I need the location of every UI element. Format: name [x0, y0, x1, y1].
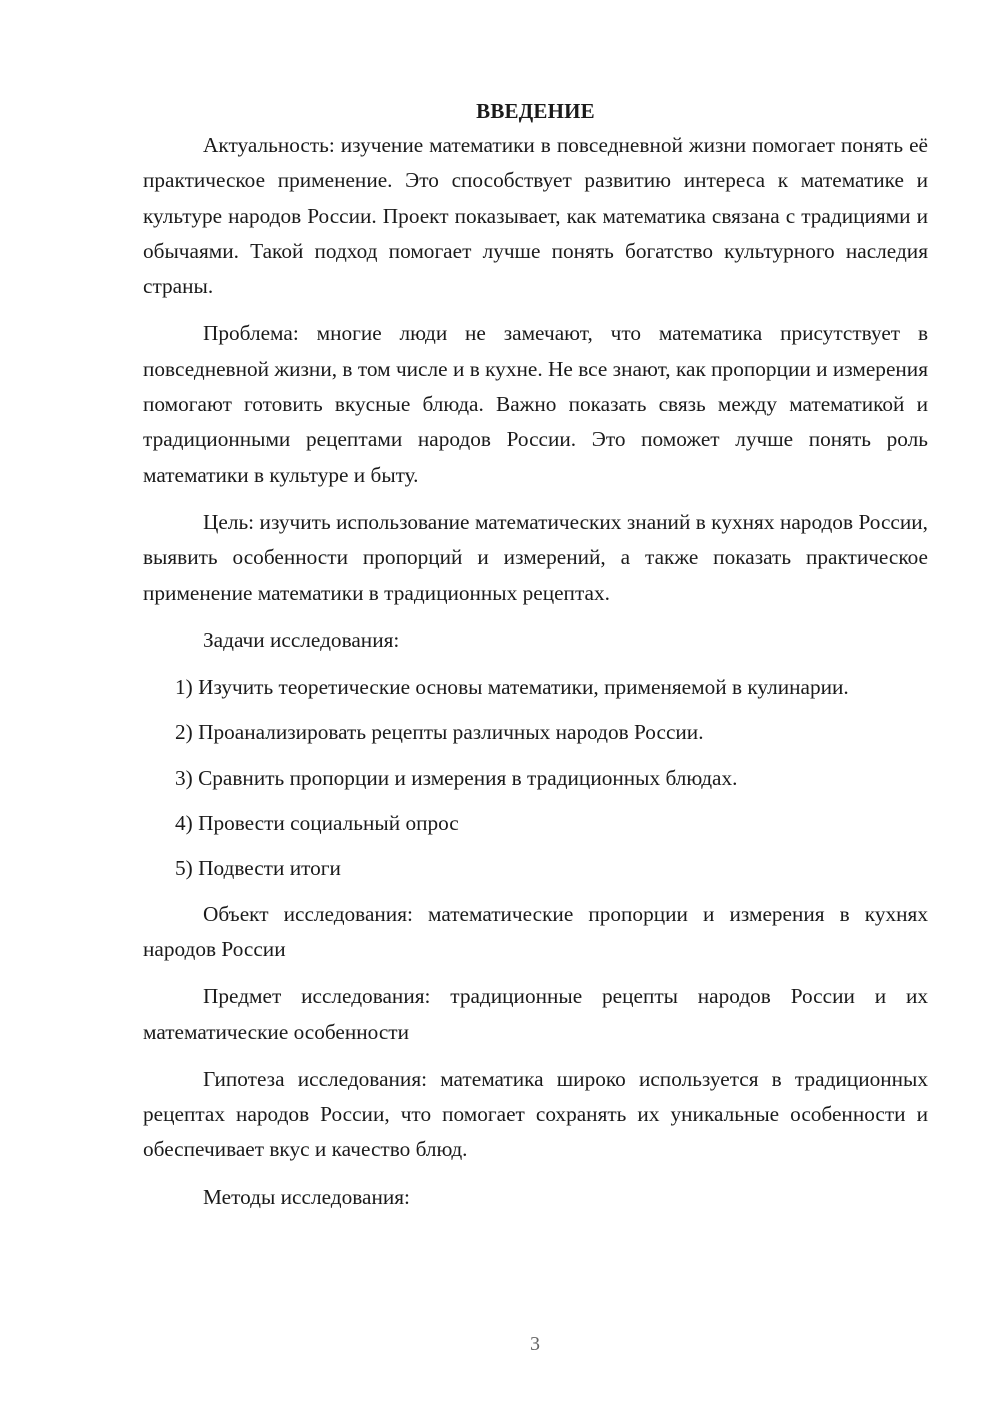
document-page [143, 96, 928, 1227]
problem-paragraph: Проблема: многие люди не замечают, что математика присутствует в повседневной жизни, в том числе и в кухне. Не все знают, как пропорции и измерения помогают готовить вкусные блюда. Важно показать связь между математикой и традиционными рецептами народов России. Это поможет лучше понять роль математики в культуре и быту. [143, 321, 928, 487]
relevance-paragraph: Актуальность: изучение математики в повседневной жизни помогает понять её практическое применение. Это способствует развитию интереса к математике и культуре народов России. Проект показывает, как математика связана с традициями и обычаями. Такой подход помогает лучше понять богатство культурного наследия страны. [143, 133, 928, 299]
task-item: 4) Провести социальный опрос [175, 811, 459, 836]
task-item: 2) Проанализировать рецепты различных народов России. [175, 720, 704, 745]
task-item: 3) Сравнить пропорции и измерения в традиционных блюдах. [175, 765, 738, 790]
page-number: 3 [530, 1333, 540, 1355]
object-paragraph: Объект исследования: математические пропорции и измерения в кухнях народов России [143, 901, 928, 961]
task-item: 1) Изучить теоретические основы математики, применяемой в кулинарии. [175, 675, 849, 700]
task-item: 5) Подвести итоги [175, 856, 341, 881]
methods-label: Методы исследования: [203, 1184, 410, 1209]
goal-paragraph: Цель: изучить использование математических знаний в кухнях народов России, выявить особенности пропорций и измерений, а также показать практическое применение математики в традиционных рецептах. [143, 509, 928, 605]
section-heading: ВВЕДЕНИЕ [476, 99, 595, 123]
tasks-label: Задачи исследования: [203, 627, 400, 652]
subject-paragraph: Предмет исследования: традиционные рецепты народов России и их математические особенности [143, 984, 928, 1044]
tasks-list [143, 670, 928, 886]
hypothesis-paragraph: Гипотеза исследования: математика широко используется в традиционных рецептах народов России, что помогает сохранять их уникальные особенности и обеспечивает вкус и качество блюд. [143, 1066, 928, 1162]
